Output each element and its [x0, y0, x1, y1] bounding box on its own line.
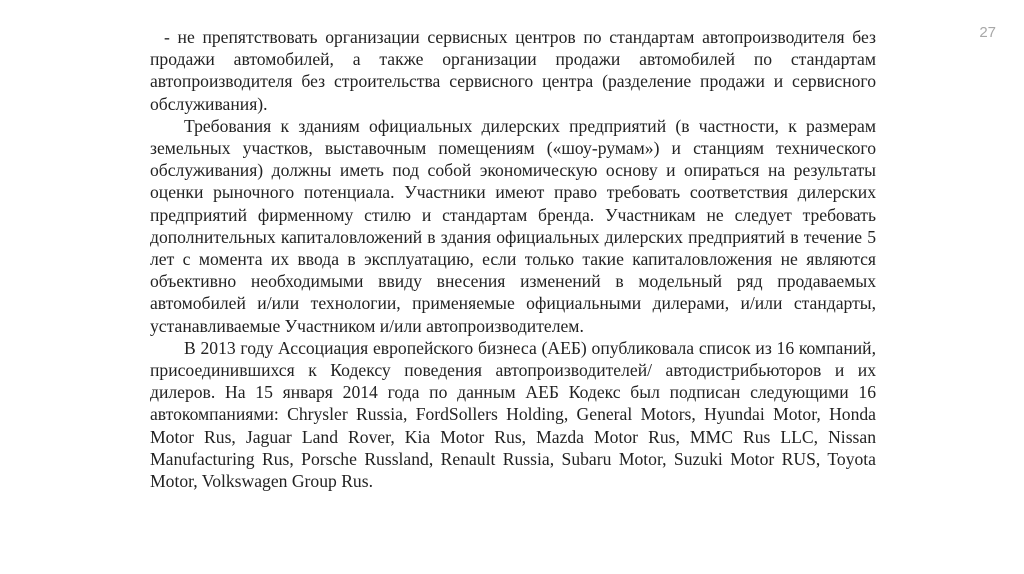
body-text [150, 26, 876, 492]
page-number: 27 [979, 24, 996, 41]
paragraph-service-centers: - не препятствовать организации сервисных центров по стандартам автопроизводителя без продажи автомобилей, а также организации продажи автомобилей по стандартам автопроизводителя без строительства сервисного центра (разделение продажи и сервисного обслуживания). [150, 27, 876, 114]
paragraph-building-requirements: Требования к зданиям официальных дилерских предприятий (в частности, к размерам земельных участков, выставочным помещениям («шоу-румам») и станциям технического обслуживания) должны иметь под собой экономическую основу и опираться на результаты оценки рыночного потенциала. Участники имеют право требовать соответствия дилерских предприятий фирменному стилю и стандартам бренда. Участникам не следует требовать дополнительных капиталовложений в здания официальных дилерских предприятий в течение 5 лет с момента их ввода в эксплуатацию, если только такие капиталовложения не являются объективно необходимыми ввиду внесения изменений в модельный ряд продаваемых автомобилей и/или технологии, применяемые официальными дилерами, и/или стандарты, устанавливаемые Участником и/или автопроизводителем. [150, 115, 876, 336]
paragraph-aeb-code: В 2013 году Ассоциация европейского бизнеса (АЕБ) опубликовала список из 16 компаний, присоединившихся к Кодексу поведения автопроизводителей/ автодистрибьюторов и их дилеров. На 15 января 2014 года по данным АЕБ Кодекс был подписан следующими 16 автокомпаниями: Chrysler Russia, FordSollers Holding, General Motors, Hyundai Motor, Honda Motor Rus, Jaguar Land Rover, Kia Motor Rus, Mazda Motor Rus, MMC Rus LLC, Nissan Manufacturing Rus, Porsche Russland, Renault Russia, Subaru Motor, Suzuki Motor RUS, Toyota Motor, Volkswagen Group Rus. [150, 337, 876, 492]
